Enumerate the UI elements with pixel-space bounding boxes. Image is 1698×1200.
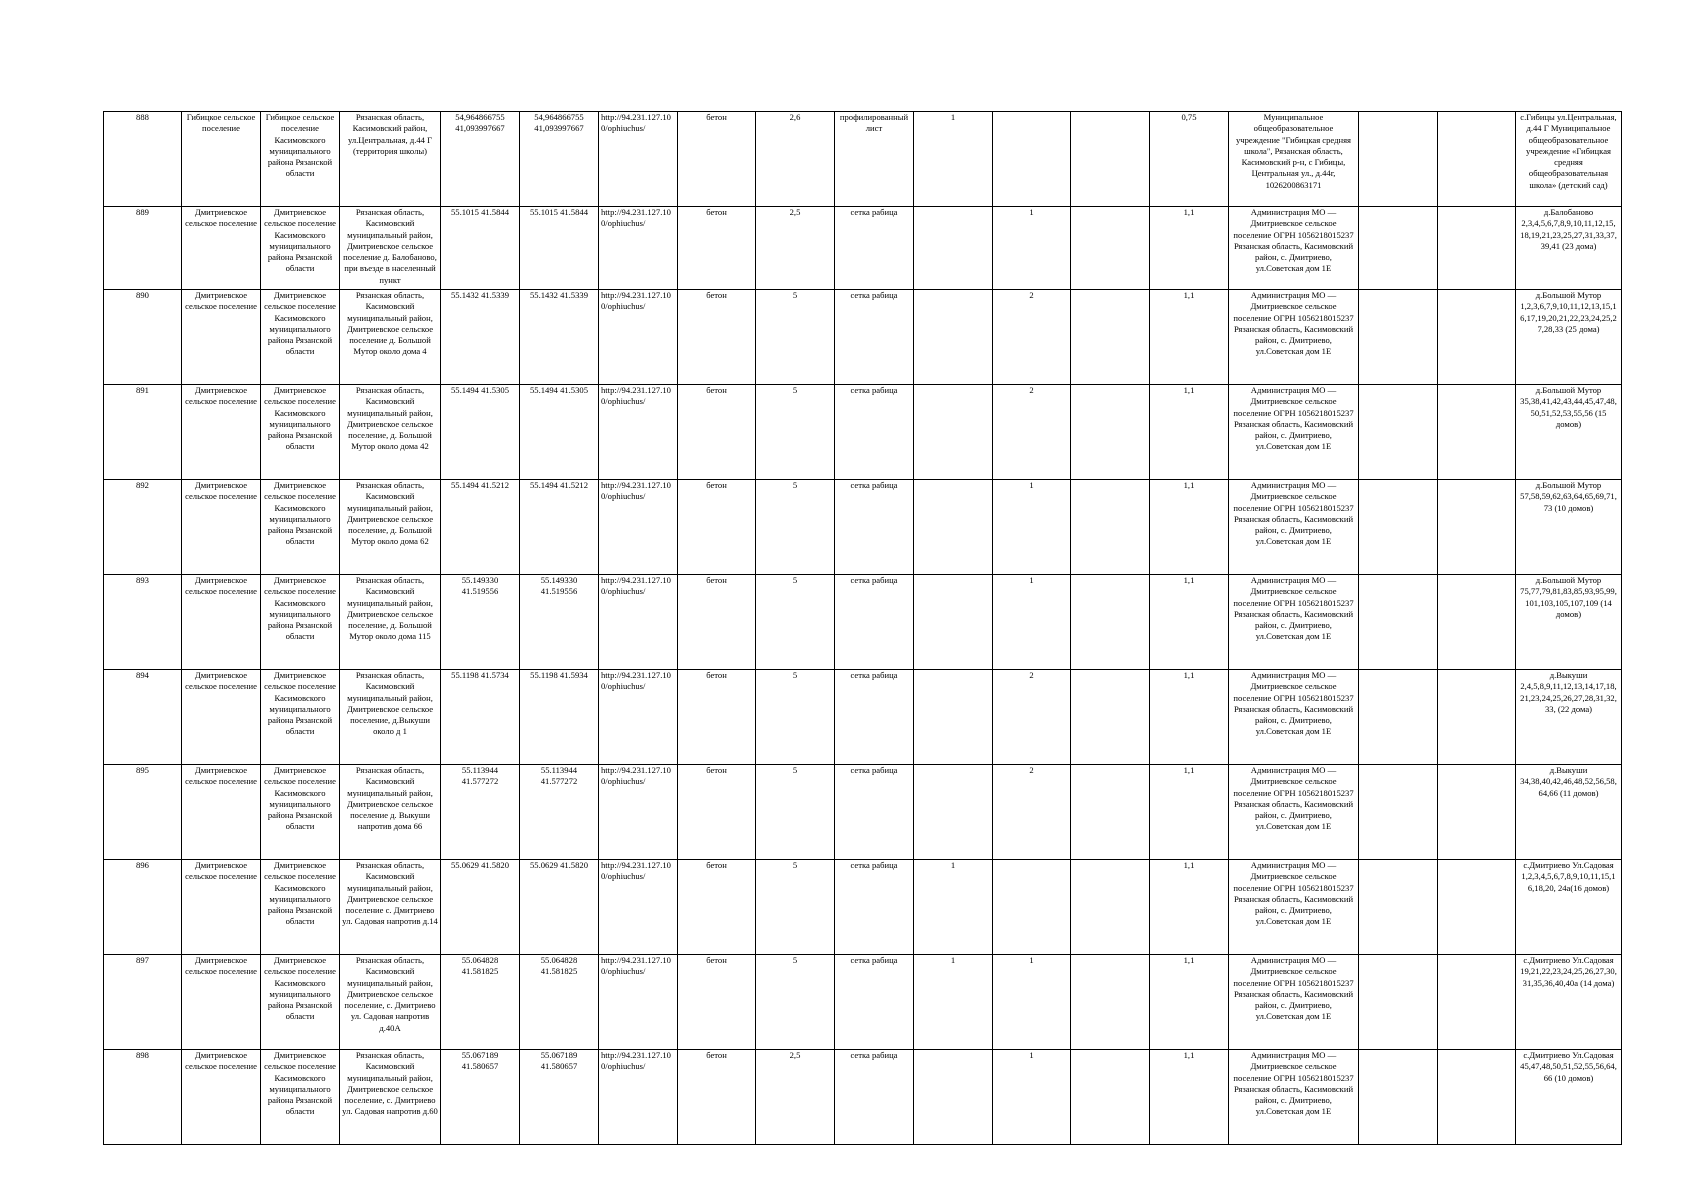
empty-cell (1438, 1050, 1516, 1145)
link-cell: http://94.231.127.100/ophiuchus/ (599, 290, 678, 385)
latitude-cell: 55.067189 41.580657 (441, 1050, 520, 1145)
row-number: 894 (104, 670, 182, 765)
latitude-cell: 55.1494 41.5212 (441, 480, 520, 575)
surface-cell: бетон (678, 1050, 756, 1145)
volume-cell: 1,1 (1150, 1050, 1229, 1145)
empty-cell (1359, 290, 1438, 385)
row-number: 890 (104, 290, 182, 385)
settlement-cell: Дмитриевское сельское поселение (182, 670, 261, 765)
area-cell: 5 (756, 480, 835, 575)
fence-cell: сетка рабица (835, 955, 914, 1050)
settlement-cell: Дмитриевское сельское поселение (182, 575, 261, 670)
empty-cell (1438, 955, 1516, 1050)
latitude-cell: 55.1198 41.5734 (441, 670, 520, 765)
operator-cell: Администрация МО — Дмитриевское сельское поселение ОГРН 1056218015237 Рязанская область, Касимовский район, с. Дмитриево, ул.Советская дом 1Е (1229, 670, 1359, 765)
latitude-cell: 55.1432 41.5339 (441, 290, 520, 385)
operator-cell: Администрация МО — Дмитриевское сельское поселение ОГРН 1056218015237 Рязанская область, Касимовский район, с. Дмитриево, ул.Советская дом 1Е (1229, 575, 1359, 670)
containers-type1-cell (914, 207, 993, 290)
sources-cell: с.Дмитриево Ул.Садовая 19,21,22,23,24,25,26,27,30, 31,35,36,40,40а (14 дома) (1516, 955, 1622, 1050)
row-number: 895 (104, 765, 182, 860)
settlement-cell: Дмитриевское сельское поселение (182, 207, 261, 290)
sources-cell: с.Гибицы ул.Центральная, д.44 Г Муниципальное общеобразовательное учреждение «Гибицкая средняя общеобразовательная школа» (детский сад) (1516, 112, 1622, 207)
settlement-cell: Дмитриевское сельское поселение (182, 1050, 261, 1145)
row-number: 898 (104, 1050, 182, 1145)
area-cell: 5 (756, 575, 835, 670)
volume-cell: 1,1 (1150, 765, 1229, 860)
operator-cell: Администрация МО — Дмитриевское сельское поселение ОГРН 1056218015237 Рязанская область, Касимовский район, с. Дмитриево, ул.Советская дом 1Е (1229, 385, 1359, 480)
table-row (104, 765, 1622, 860)
containers-type3-cell (1071, 1050, 1150, 1145)
settlement-cell: Дмитриевское сельское поселение (182, 385, 261, 480)
operator-cell: Администрация МО — Дмитриевское сельское поселение ОГРН 1056218015237 Рязанская область, Касимовский район, с. Дмитриево, ул.Советская дом 1Е (1229, 207, 1359, 290)
surface-cell: бетон (678, 670, 756, 765)
address-cell: Рязанская область, Касимовский район, ул.Центральная, д.44 Г (территория школы) (340, 112, 441, 207)
empty-cell (1359, 765, 1438, 860)
containers-type1-cell (914, 385, 993, 480)
containers-type2-cell: 1 (993, 575, 1071, 670)
link-cell: http://94.231.127.100/ophiuchus/ (599, 207, 678, 290)
empty-cell (1359, 670, 1438, 765)
containers-type2-cell: 2 (993, 670, 1071, 765)
volume-cell: 1,1 (1150, 860, 1229, 955)
link-cell: http://94.231.127.100/ophiuchus/ (599, 112, 678, 207)
containers-type1-cell (914, 290, 993, 385)
containers-type3-cell (1071, 112, 1150, 207)
volume-cell: 0,75 (1150, 112, 1229, 207)
address-cell: Рязанская область, Касимовский муниципальный район, Дмитриевское сельское поселение, д.Выкуши около д 1 (340, 670, 441, 765)
longitude-cell: 55.0629 41.5820 (520, 860, 599, 955)
empty-cell (1438, 670, 1516, 765)
owner-cell: Гибицкое сельское поселение Касимовского муниципального района Рязанской области (261, 112, 340, 207)
fence-cell: сетка рабица (835, 207, 914, 290)
empty-cell (1438, 207, 1516, 290)
containers-type3-cell (1071, 385, 1150, 480)
surface-cell: бетон (678, 385, 756, 480)
longitude-cell: 55.1432 41.5339 (520, 290, 599, 385)
table-row (104, 670, 1622, 765)
surface-cell: бетон (678, 765, 756, 860)
table-row (104, 955, 1622, 1050)
latitude-cell: 55.113944 41.577272 (441, 765, 520, 860)
containers-type1-cell: 1 (914, 112, 993, 207)
row-number: 897 (104, 955, 182, 1050)
longitude-cell: 55.1494 41.5305 (520, 385, 599, 480)
volume-cell: 1,1 (1150, 670, 1229, 765)
empty-cell (1359, 1050, 1438, 1145)
sources-cell: д.Балобаново 2,3,4,5,6,7,8,9,10,11,12,15, 18,19,21,23,25,27,31,33,37, 39,41 (23 дома) (1516, 207, 1622, 290)
containers-type2-cell: 1 (993, 207, 1071, 290)
containers-type1-cell (914, 575, 993, 670)
volume-cell: 1,1 (1150, 385, 1229, 480)
operator-cell: Муниципальное общеобразовательное учреждение "Гибицкая средняя школа", Рязанская область, Касимовский р-н, с Гибицы, Центральная ул., д.44г, 1026200863171 (1229, 112, 1359, 207)
area-cell: 5 (756, 385, 835, 480)
containers-type1-cell (914, 1050, 993, 1145)
containers-type3-cell (1071, 290, 1150, 385)
empty-cell (1438, 860, 1516, 955)
sources-cell: с.Дмитриево Ул.Садовая 1,2,3,4,5,6,7,8,9,10,11,15,1 6,18,20, 24а(16 домов) (1516, 860, 1622, 955)
containers-type1-cell (914, 765, 993, 860)
row-number: 893 (104, 575, 182, 670)
containers-type1-cell (914, 670, 993, 765)
containers-type3-cell (1071, 765, 1150, 860)
owner-cell: Дмитриевское сельское поселение Касимовского муниципального района Рязанской области (261, 575, 340, 670)
link-cell: http://94.231.127.100/ophiuchus/ (599, 670, 678, 765)
settlement-cell: Дмитриевское сельское поселение (182, 860, 261, 955)
address-cell: Рязанская область, Касимовский муниципальный район, Дмитриевское сельское поселение д. Выкуши напротив дома 66 (340, 765, 441, 860)
empty-cell (1359, 480, 1438, 575)
area-cell: 5 (756, 670, 835, 765)
empty-cell (1438, 575, 1516, 670)
surface-cell: бетон (678, 112, 756, 207)
containers-type1-cell: 1 (914, 860, 993, 955)
address-cell: Рязанская область, Касимовский муниципальный район, Дмитриевское сельское поселение с. Дмитриево ул. Садовая напротив д.14 (340, 860, 441, 955)
link-cell: http://94.231.127.100/ophiuchus/ (599, 955, 678, 1050)
waste-sites-registry-table (103, 111, 1622, 1145)
volume-cell: 1,1 (1150, 290, 1229, 385)
surface-cell: бетон (678, 207, 756, 290)
sources-cell: д.Большой Мутор 35,38,41,42,43,44,45,47,48, 50,51,52,53,55,56 (15 домов) (1516, 385, 1622, 480)
row-number: 892 (104, 480, 182, 575)
row-number: 889 (104, 207, 182, 290)
owner-cell: Дмитриевское сельское поселение Касимовского муниципального района Рязанской области (261, 670, 340, 765)
document-page (103, 111, 1617, 1145)
area-cell: 2,5 (756, 1050, 835, 1145)
owner-cell: Дмитриевское сельское поселение Касимовского муниципального района Рязанской области (261, 860, 340, 955)
owner-cell: Дмитриевское сельское поселение Касимовского муниципального района Рязанской области (261, 290, 340, 385)
row-number: 896 (104, 860, 182, 955)
volume-cell: 1,1 (1150, 955, 1229, 1050)
latitude-cell: 55.064828 41.581825 (441, 955, 520, 1050)
table-row (104, 207, 1622, 290)
containers-type1-cell (914, 480, 993, 575)
empty-cell (1359, 955, 1438, 1050)
latitude-cell: 54,964866755 41,093997667 (441, 112, 520, 207)
address-cell: Рязанская область, Касимовский муниципальный район, Дмитриевское сельское поселение, с. Дмитриево ул. Садовая напротив д.40А (340, 955, 441, 1050)
fence-cell: сетка рабица (835, 480, 914, 575)
operator-cell: Администрация МО — Дмитриевское сельское поселение ОГРН 1056218015237 Рязанская область, Касимовский район, с. Дмитриево, ул.Советская дом 1Е (1229, 290, 1359, 385)
containers-type1-cell: 1 (914, 955, 993, 1050)
settlement-cell: Дмитриевское сельское поселение (182, 765, 261, 860)
containers-type3-cell (1071, 955, 1150, 1050)
table-row (104, 1050, 1622, 1145)
empty-cell (1438, 765, 1516, 860)
link-cell: http://94.231.127.100/ophiuchus/ (599, 480, 678, 575)
containers-type2-cell (993, 112, 1071, 207)
area-cell: 5 (756, 290, 835, 385)
area-cell: 2,6 (756, 112, 835, 207)
containers-type2-cell: 1 (993, 1050, 1071, 1145)
containers-type2-cell (993, 860, 1071, 955)
operator-cell: Администрация МО — Дмитриевское сельское поселение ОГРН 1056218015237 Рязанская область, Касимовский район, с. Дмитриево, ул.Советская дом 1Е (1229, 1050, 1359, 1145)
fence-cell: профилированный лист (835, 112, 914, 207)
surface-cell: бетон (678, 860, 756, 955)
sources-cell: с.Дмитриево Ул.Садовая 45,47,48,50,51,52,55,56,64, 66 (10 домов) (1516, 1050, 1622, 1145)
containers-type3-cell (1071, 670, 1150, 765)
address-cell: Рязанская область, Касимовский муниципальный район, Дмитриевское сельское поселение, д. Большой Мутор около дома 115 (340, 575, 441, 670)
volume-cell: 1,1 (1150, 480, 1229, 575)
fence-cell: сетка рабица (835, 575, 914, 670)
registry-rows (104, 112, 1622, 1145)
sources-cell: д.Выкуши 2,4,5,8,9,11,12,13,14,17,18, 21,23,24,25,26,27,28,31,32, 33, (22 дома) (1516, 670, 1622, 765)
containers-type2-cell: 2 (993, 765, 1071, 860)
containers-type3-cell (1071, 860, 1150, 955)
volume-cell: 1,1 (1150, 207, 1229, 290)
operator-cell: Администрация МО — Дмитриевское сельское поселение ОГРН 1056218015237 Рязанская область, Касимовский район, с. Дмитриево, ул.Советская дом 1Е (1229, 765, 1359, 860)
longitude-cell: 54,964866755 41,093997667 (520, 112, 599, 207)
operator-cell: Администрация МО — Дмитриевское сельское поселение ОГРН 1056218015237 Рязанская область, Касимовский район, с. Дмитриево, ул.Советская дом 1Е (1229, 480, 1359, 575)
sources-cell: д.Большой Мутор 75,77,79,81,83,85,93,95,99, 101,103,105,107,109 (14 домов) (1516, 575, 1622, 670)
sources-cell: д.Выкуши 34,38,40,42,46,48,52,56,58, 64,66 (11 домов) (1516, 765, 1622, 860)
table-row (104, 860, 1622, 955)
volume-cell: 1,1 (1150, 575, 1229, 670)
longitude-cell: 55.113944 41.577272 (520, 765, 599, 860)
containers-type2-cell: 1 (993, 480, 1071, 575)
area-cell: 5 (756, 860, 835, 955)
address-cell: Рязанская область, Касимовский муниципальный район, Дмитриевское сельское поселение д. Большой Мутор около дома 4 (340, 290, 441, 385)
surface-cell: бетон (678, 290, 756, 385)
latitude-cell: 55.149330 41.519556 (441, 575, 520, 670)
containers-type2-cell: 2 (993, 290, 1071, 385)
containers-type3-cell (1071, 207, 1150, 290)
fence-cell: сетка рабица (835, 290, 914, 385)
area-cell: 2,5 (756, 207, 835, 290)
address-cell: Рязанская область, Касимовский муниципальный район, Дмитриевское сельское поселение, с. Дмитриево ул. Садовая напротив д.60 (340, 1050, 441, 1145)
latitude-cell: 55.1015 41.5844 (441, 207, 520, 290)
link-cell: http://94.231.127.100/ophiuchus/ (599, 765, 678, 860)
empty-cell (1438, 480, 1516, 575)
link-cell: http://94.231.127.100/ophiuchus/ (599, 575, 678, 670)
empty-cell (1438, 112, 1516, 207)
longitude-cell: 55.1494 41.5212 (520, 480, 599, 575)
row-number: 891 (104, 385, 182, 480)
owner-cell: Дмитриевское сельское поселение Касимовского муниципального района Рязанской области (261, 207, 340, 290)
longitude-cell: 55.064828 41.581825 (520, 955, 599, 1050)
area-cell: 5 (756, 765, 835, 860)
table-row (104, 575, 1622, 670)
sources-cell: д.Большой Мутор 1,2,3,6,7,9,10,11,12,13,15,1 6,17,19,20,21,22,23,24,25,2 7,28,33 (25 дома) (1516, 290, 1622, 385)
latitude-cell: 55.0629 41.5820 (441, 860, 520, 955)
address-cell: Рязанская область, Касимовский муниципальный район, Дмитриевское сельское поселение д. Балобаново, при въезде в населенный пункт (340, 207, 441, 290)
fence-cell: сетка рабица (835, 765, 914, 860)
empty-cell (1359, 385, 1438, 480)
link-cell: http://94.231.127.100/ophiuchus/ (599, 860, 678, 955)
operator-cell: Администрация МО — Дмитриевское сельское поселение ОГРН 1056218015237 Рязанская область, Касимовский район, с. Дмитриево, ул.Советская дом 1Е (1229, 860, 1359, 955)
empty-cell (1359, 575, 1438, 670)
empty-cell (1359, 112, 1438, 207)
longitude-cell: 55.149330 41.519556 (520, 575, 599, 670)
owner-cell: Дмитриевское сельское поселение Касимовского муниципального района Рязанской области (261, 955, 340, 1050)
owner-cell: Дмитриевское сельское поселение Касимовского муниципального района Рязанской области (261, 480, 340, 575)
owner-cell: Дмитриевское сельское поселение Касимовского муниципального района Рязанской области (261, 765, 340, 860)
longitude-cell: 55.1198 41.5934 (520, 670, 599, 765)
containers-type3-cell (1071, 480, 1150, 575)
surface-cell: бетон (678, 480, 756, 575)
fence-cell: сетка рабица (835, 670, 914, 765)
settlement-cell: Дмитриевское сельское поселение (182, 480, 261, 575)
settlement-cell: Дмитриевское сельское поселение (182, 955, 261, 1050)
empty-cell (1438, 385, 1516, 480)
settlement-cell: Гибицкое сельское поселение (182, 112, 261, 207)
link-cell: http://94.231.127.100/ophiuchus/ (599, 1050, 678, 1145)
table-row (104, 112, 1622, 207)
fence-cell: сетка рабица (835, 1050, 914, 1145)
empty-cell (1438, 290, 1516, 385)
table-row (104, 385, 1622, 480)
address-cell: Рязанская область, Касимовский муниципальный район, Дмитриевское сельское поселение, д. Большой Мутор около дома 42 (340, 385, 441, 480)
table-row (104, 480, 1622, 575)
area-cell: 5 (756, 955, 835, 1050)
surface-cell: бетон (678, 955, 756, 1050)
owner-cell: Дмитриевское сельское поселение Касимовского муниципального района Рязанской области (261, 385, 340, 480)
containers-type2-cell: 2 (993, 385, 1071, 480)
table-row (104, 290, 1622, 385)
fence-cell: сетка рабица (835, 860, 914, 955)
settlement-cell: Дмитриевское сельское поселение (182, 290, 261, 385)
fence-cell: сетка рабица (835, 385, 914, 480)
link-cell: http://94.231.127.100/ophiuchus/ (599, 385, 678, 480)
containers-type2-cell: 1 (993, 955, 1071, 1050)
longitude-cell: 55.1015 41.5844 (520, 207, 599, 290)
empty-cell (1359, 860, 1438, 955)
surface-cell: бетон (678, 575, 756, 670)
operator-cell: Администрация МО — Дмитриевское сельское поселение ОГРН 1056218015237 Рязанская область, Касимовский район, с. Дмитриево, ул.Советская дом 1Е (1229, 955, 1359, 1050)
latitude-cell: 55.1494 41.5305 (441, 385, 520, 480)
empty-cell (1359, 207, 1438, 290)
owner-cell: Дмитриевское сельское поселение Касимовского муниципального района Рязанской области (261, 1050, 340, 1145)
sources-cell: д.Большой Мутор 57,58,59,62,63,64,65,69,71, 73 (10 домов) (1516, 480, 1622, 575)
address-cell: Рязанская область, Касимовский муниципальный район, Дмитриевское сельское поселение, д. Большой Мутор около дома 62 (340, 480, 441, 575)
containers-type3-cell (1071, 575, 1150, 670)
longitude-cell: 55.067189 41.580657 (520, 1050, 599, 1145)
row-number: 888 (104, 112, 182, 207)
